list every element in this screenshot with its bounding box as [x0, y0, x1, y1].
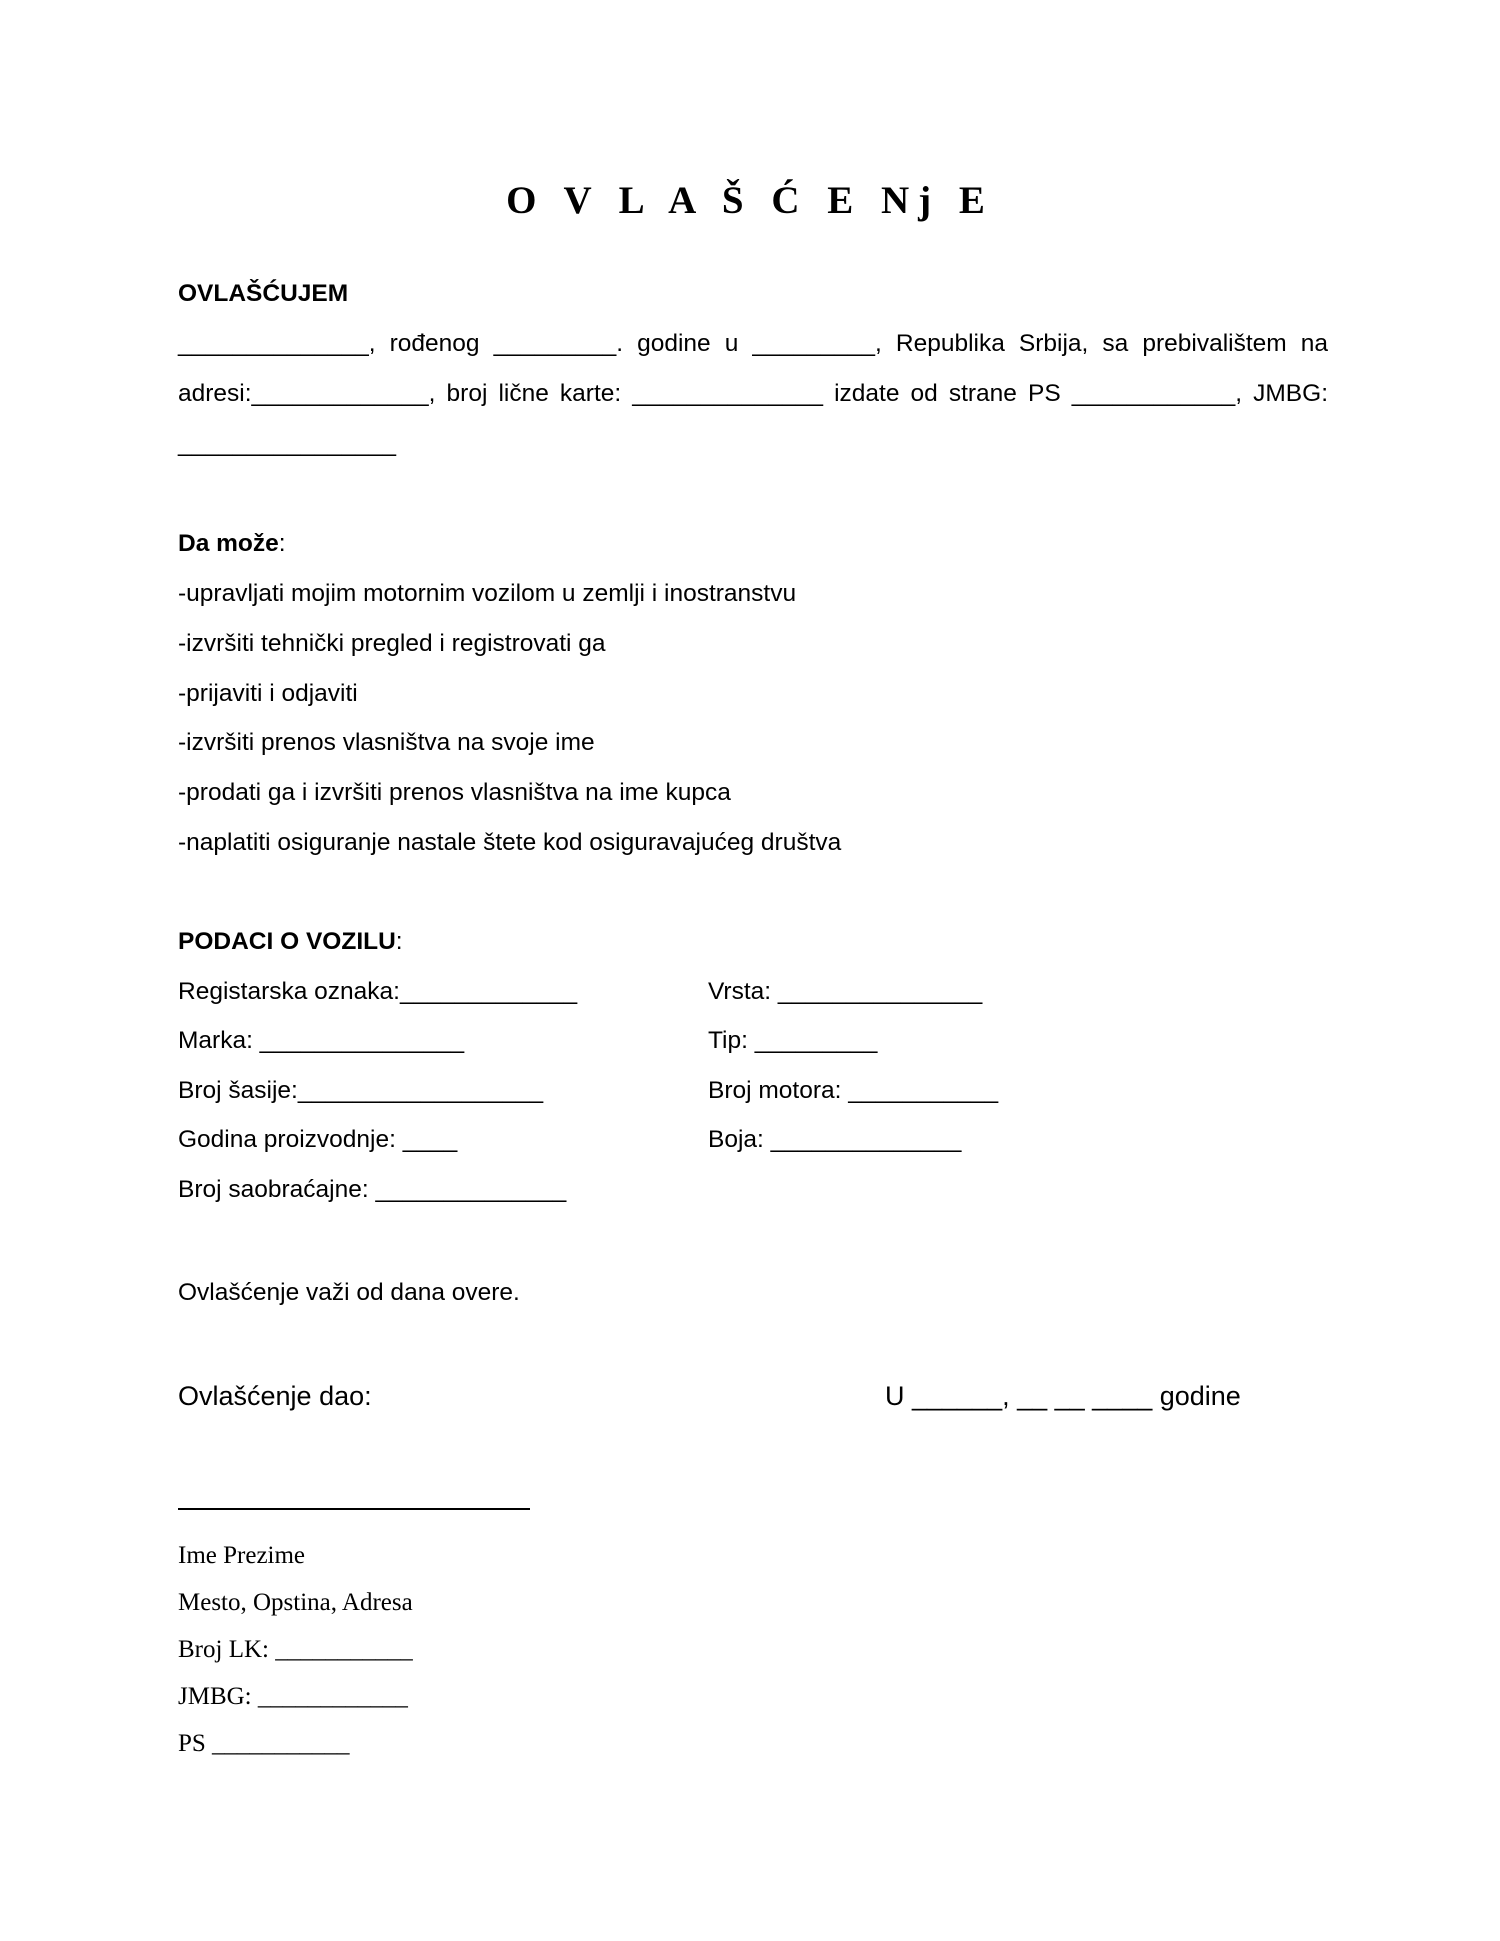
validity-statement: Ovlašćenje važi od dana overe. — [178, 1279, 520, 1306]
signer-address: Mesto, Opstina, Adresa — [178, 1589, 413, 1616]
signer-jmbg: JMBG: ____________ — [178, 1683, 408, 1710]
document-title: O V L A Š Ć E Nj E — [506, 179, 994, 222]
permissions-heading — [178, 530, 286, 558]
vehicle-field-make: Marka: _______________ — [178, 1027, 465, 1054]
signer-name: Ime Prezime — [178, 1542, 306, 1569]
vehicle-heading — [178, 928, 403, 956]
person-line-3: ________________ — [178, 430, 397, 457]
vehicle-heading-text: PODACI O VOZILU — [178, 928, 396, 955]
permission-item: -prodati ga i izvršiti prenos vlasništva na ime kupca — [178, 779, 731, 806]
permission-item: -izvršiti tehnički pregled i registrovati ga — [178, 630, 606, 657]
vehicle-field-chassis: Broj šasije:__________________ — [178, 1077, 544, 1104]
vehicle-field-kind: Vrsta: _______________ — [708, 978, 983, 1005]
person-line-2: adresi:_____________, broj lične karte: ______________ izdate od strane PS ____________, JMBG: — [178, 380, 1328, 407]
vehicle-field-engine: Broj motora: ___________ — [708, 1077, 999, 1104]
place-date: U ______, __ __ ____ godine — [885, 1381, 1241, 1411]
permissions-heading-colon: : — [278, 530, 286, 557]
person-line-1: ______________, rođenog _________. godine u _________, Republika Srbija, sa prebivalištem na — [178, 330, 1328, 357]
signer-ps: PS ___________ — [178, 1730, 350, 1757]
permission-item: -prijaviti i odjaviti — [178, 680, 358, 707]
vehicle-field-year: Godina proizvodnje: ____ — [178, 1126, 458, 1153]
permissions-heading-text: Da može — [178, 530, 279, 557]
given-by-label: Ovlašćenje dao: — [178, 1381, 372, 1411]
authorization-heading: OVLAŠĆUJEM — [178, 280, 349, 307]
permission-item: -izvršiti prenos vlasništva na svoje ime — [178, 729, 595, 756]
vehicle-field-traffic-permit: Broj saobraćajne: ______________ — [178, 1176, 567, 1203]
vehicle-field-type: Tip: _________ — [708, 1027, 878, 1054]
signature-line — [178, 1508, 530, 1510]
permission-item: -naplatiti osiguranje nastale štete kod osiguravajućeg društva — [178, 829, 842, 856]
vehicle-field-color: Boja: ______________ — [708, 1126, 962, 1153]
vehicle-field-registration: Registarska oznaka:_____________ — [178, 978, 578, 1005]
vehicle-heading-colon: : — [395, 928, 403, 955]
signer-id-card: Broj LK: ___________ — [178, 1636, 413, 1663]
permission-item: -upravljati mojim motornim vozilom u zemlji i inostranstvu — [178, 580, 797, 607]
